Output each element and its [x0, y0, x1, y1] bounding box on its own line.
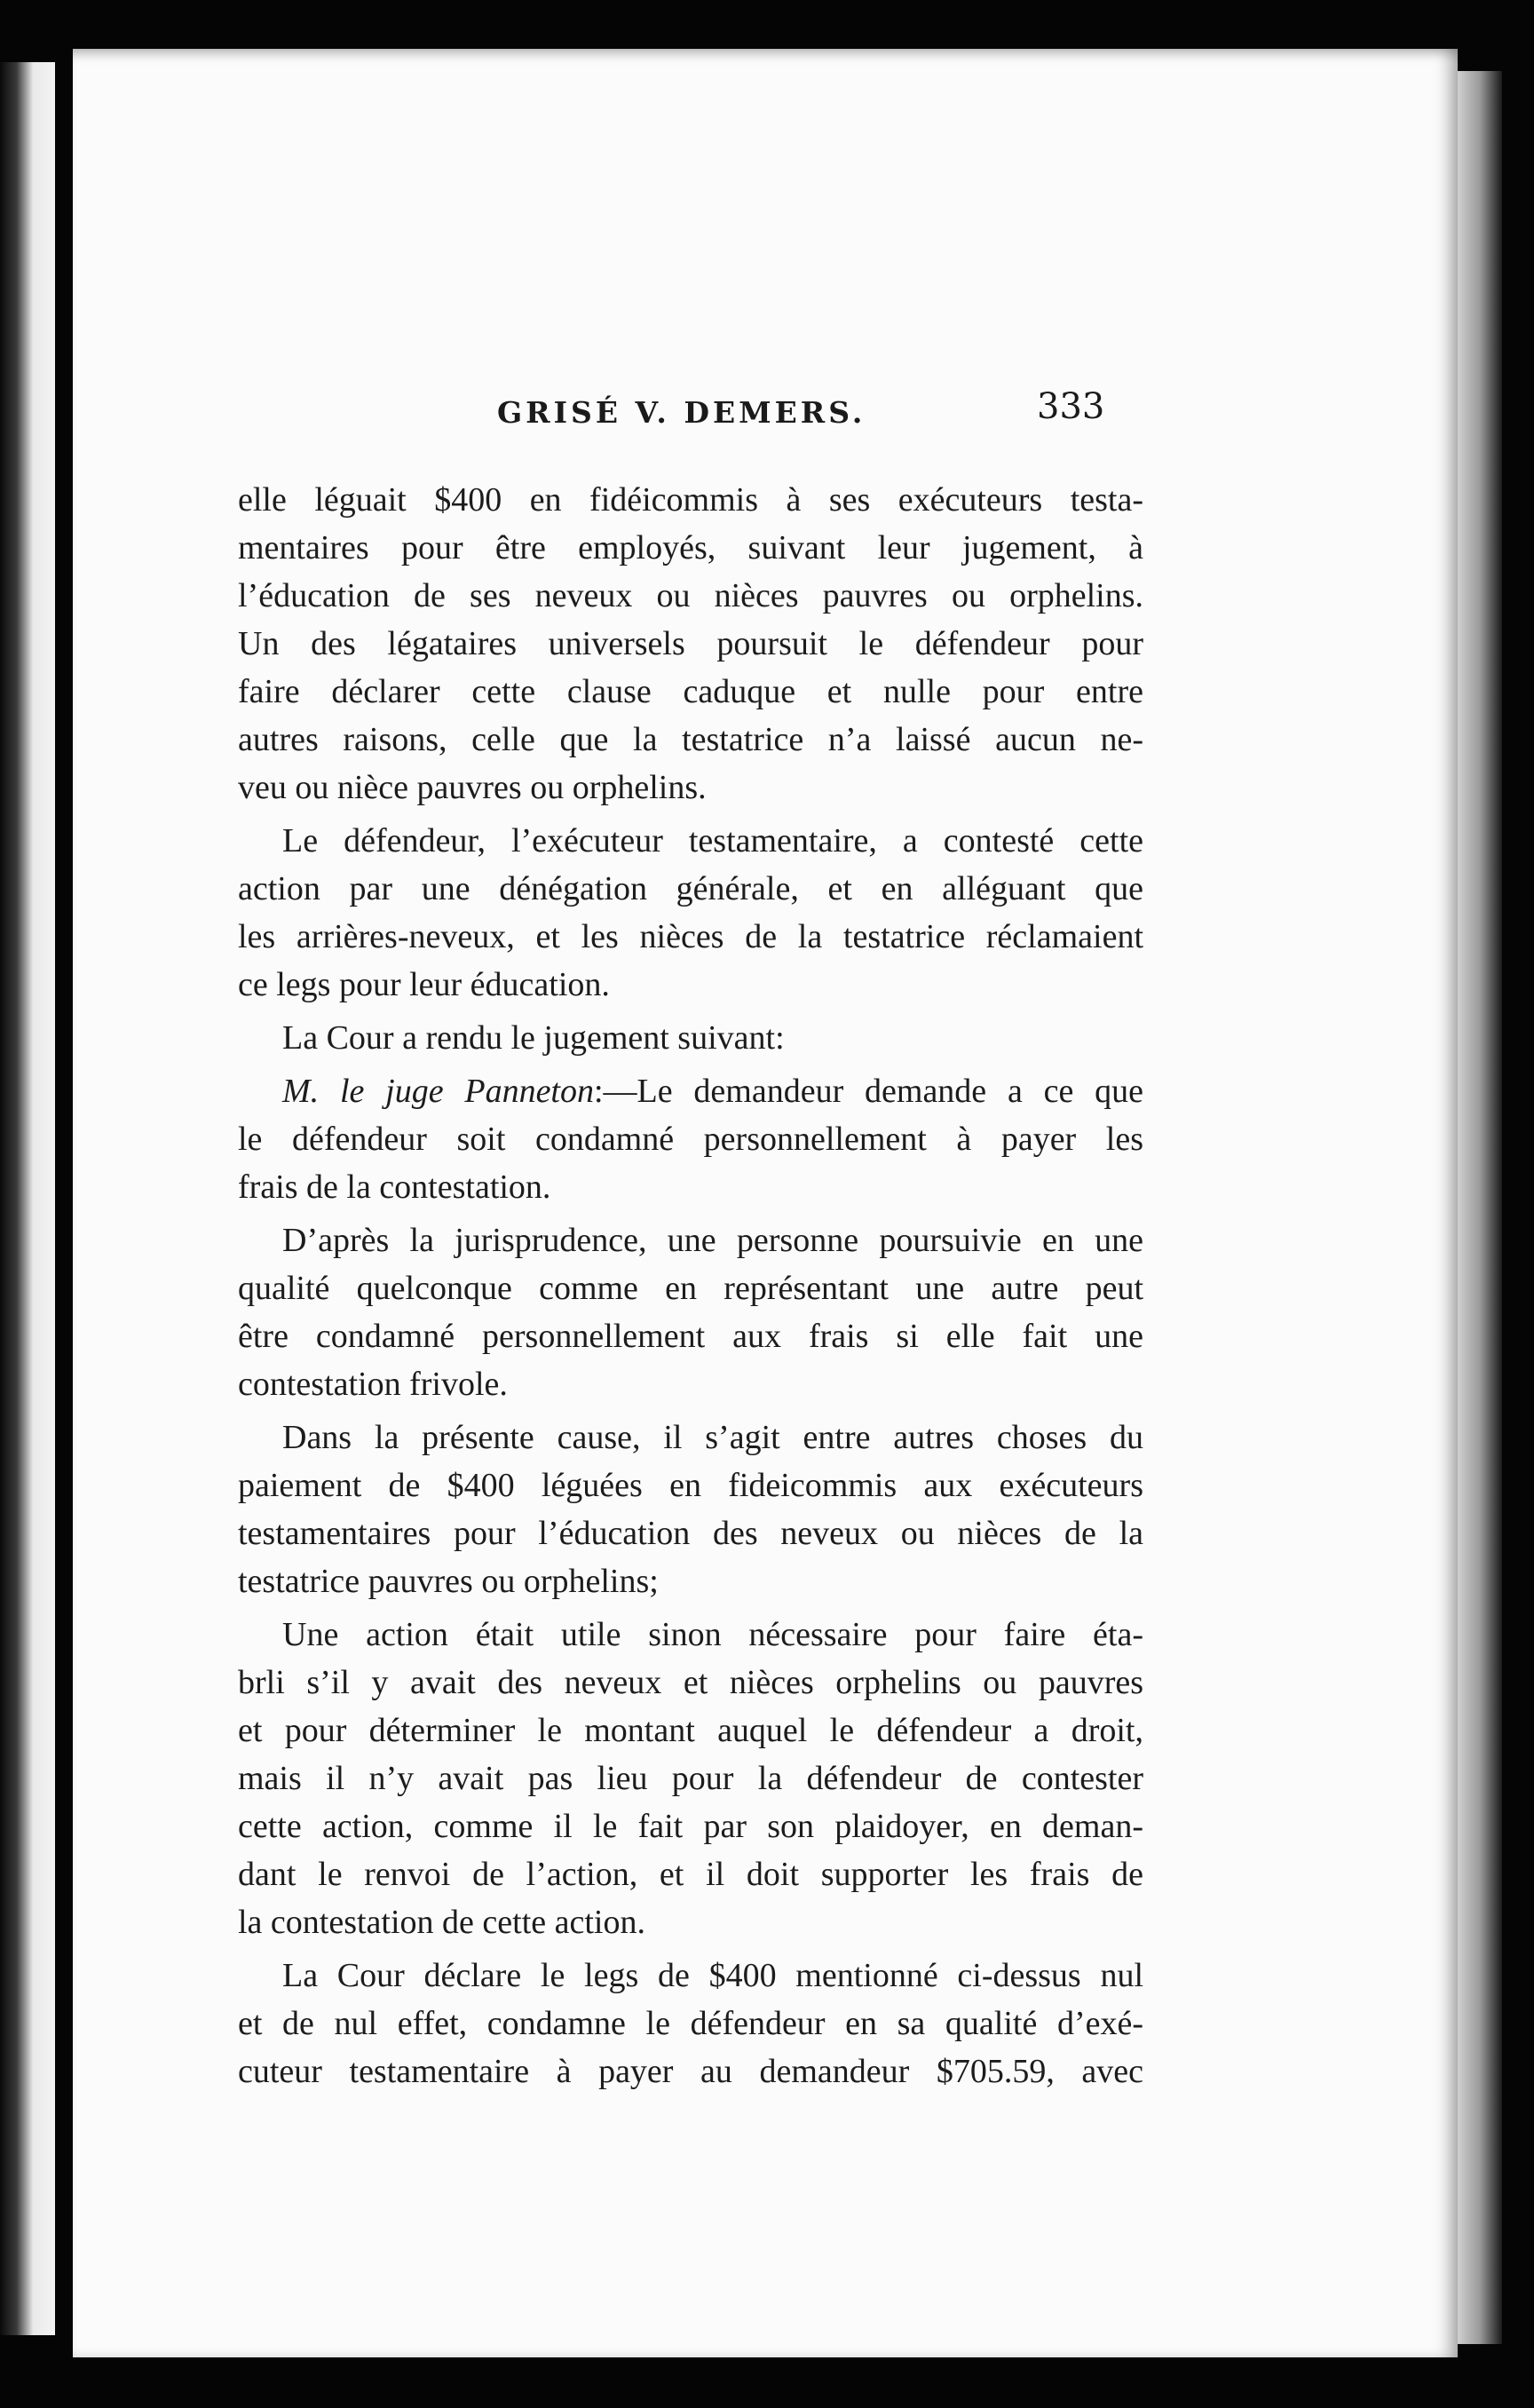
- text-line: l’éducation de ses neveux ou nièces pauvres ou orphelins.: [238, 577, 1143, 614]
- paragraph: [238, 1067, 1143, 1211]
- text-line: la contestation de cette action.: [238, 1904, 645, 1941]
- body-text: [238, 471, 1143, 2095]
- text-line: testamentaires pour l’éducation des neveux ou nièces de la: [238, 1515, 1143, 1552]
- text-line: et de nul effet, condamne le défendeur en sa qualité d’exé-: [238, 2005, 1143, 2042]
- paragraph: [238, 1611, 1143, 1946]
- text-line: ce legs pour leur éducation.: [238, 966, 610, 1003]
- text-line: dant le renvoi de l’action, et il doit supporter les frais de: [238, 1856, 1143, 1893]
- text-line: veu ou nièce pauvres ou orphelins.: [238, 769, 707, 806]
- paragraph: [238, 1014, 1143, 1062]
- page-edge-shadow: [1458, 71, 1502, 2344]
- text-line: qualité quelconque comme en représentant une autre peut: [238, 1270, 1143, 1307]
- text-line: cuteur testamentaire à payer au demandeur $705.59, avec: [238, 2053, 1143, 2090]
- text-line: La Cour a rendu le jugement suivant:: [282, 1019, 785, 1057]
- text-line: action par une dénégation générale, et en alléguant que: [238, 870, 1143, 907]
- text-line: les arrières-neveux, et les nièces de la testatrice réclamaient: [238, 918, 1143, 955]
- page-number: 333: [1037, 386, 1105, 427]
- text-line: et pour déterminer le montant auquel le défendeur a droit,: [238, 1712, 1143, 1749]
- text-line: testatrice pauvres ou orphelins;: [238, 1563, 659, 1600]
- text-line: brli s’il y avait des neveux et nièces orphelins ou pauvres: [238, 1664, 1143, 1701]
- text-line: être condamné personnellement aux frais si elle fait une: [238, 1318, 1143, 1355]
- text-line: La Cour déclare le legs de $400 mentionné ci-dessus nul: [282, 1957, 1143, 1994]
- judge-name: M. le juge Panneton: [282, 1073, 594, 1110]
- text-fragment: :—Le demandeur demande a ce que: [594, 1073, 1143, 1110]
- paragraph: [238, 1414, 1143, 1605]
- text-line: Dans la présente cause, il s’agit entre autres choses du: [282, 1419, 1143, 1456]
- paragraph: [238, 476, 1143, 812]
- running-title: GRISÉ V. DEMERS.: [497, 395, 866, 430]
- text-line: paiement de $400 léguées en fideicommis aux exécuteurs: [238, 1467, 1143, 1504]
- text-line: [238, 1067, 1143, 1115]
- text-line: faire déclarer cette clause caduque et nulle pour entre: [238, 673, 1143, 710]
- text-line: Un des légataires universels poursuit le défendeur pour: [238, 625, 1143, 662]
- text-line: frais de la contestation.: [238, 1168, 551, 1206]
- text-line: Le défendeur, l’exécuteur testamentaire, a contesté cette: [282, 822, 1143, 859]
- text-line: elle léguait $400 en fidéicommis à ses exécuteurs testa-: [238, 481, 1143, 519]
- paragraph: [238, 1952, 1143, 2095]
- facing-page-edge: [0, 62, 55, 2335]
- text-line: le défendeur soit condamné personnellement à payer les: [238, 1121, 1143, 1158]
- text-line: mais il n’y avait pas lieu pour la défendeur de contester: [238, 1760, 1143, 1797]
- text-line: contestation frivole.: [238, 1366, 508, 1403]
- paragraph: [238, 817, 1143, 1009]
- paragraph: [238, 1216, 1143, 1408]
- book-gutter: [55, 36, 73, 2380]
- text-line: cette action, comme il le fait par son plaidoyer, en deman-: [238, 1808, 1143, 1845]
- text-line: Une action était utile sinon nécessaire pour faire éta-: [282, 1616, 1143, 1653]
- text-line: D’après la jurisprudence, une personne poursuivie en une: [282, 1222, 1143, 1259]
- text-line: mentaires pour être employés, suivant leur jugement, à: [238, 529, 1143, 566]
- text-line: autres raisons, celle que la testatrice n’a laissé aucun ne-: [238, 721, 1143, 758]
